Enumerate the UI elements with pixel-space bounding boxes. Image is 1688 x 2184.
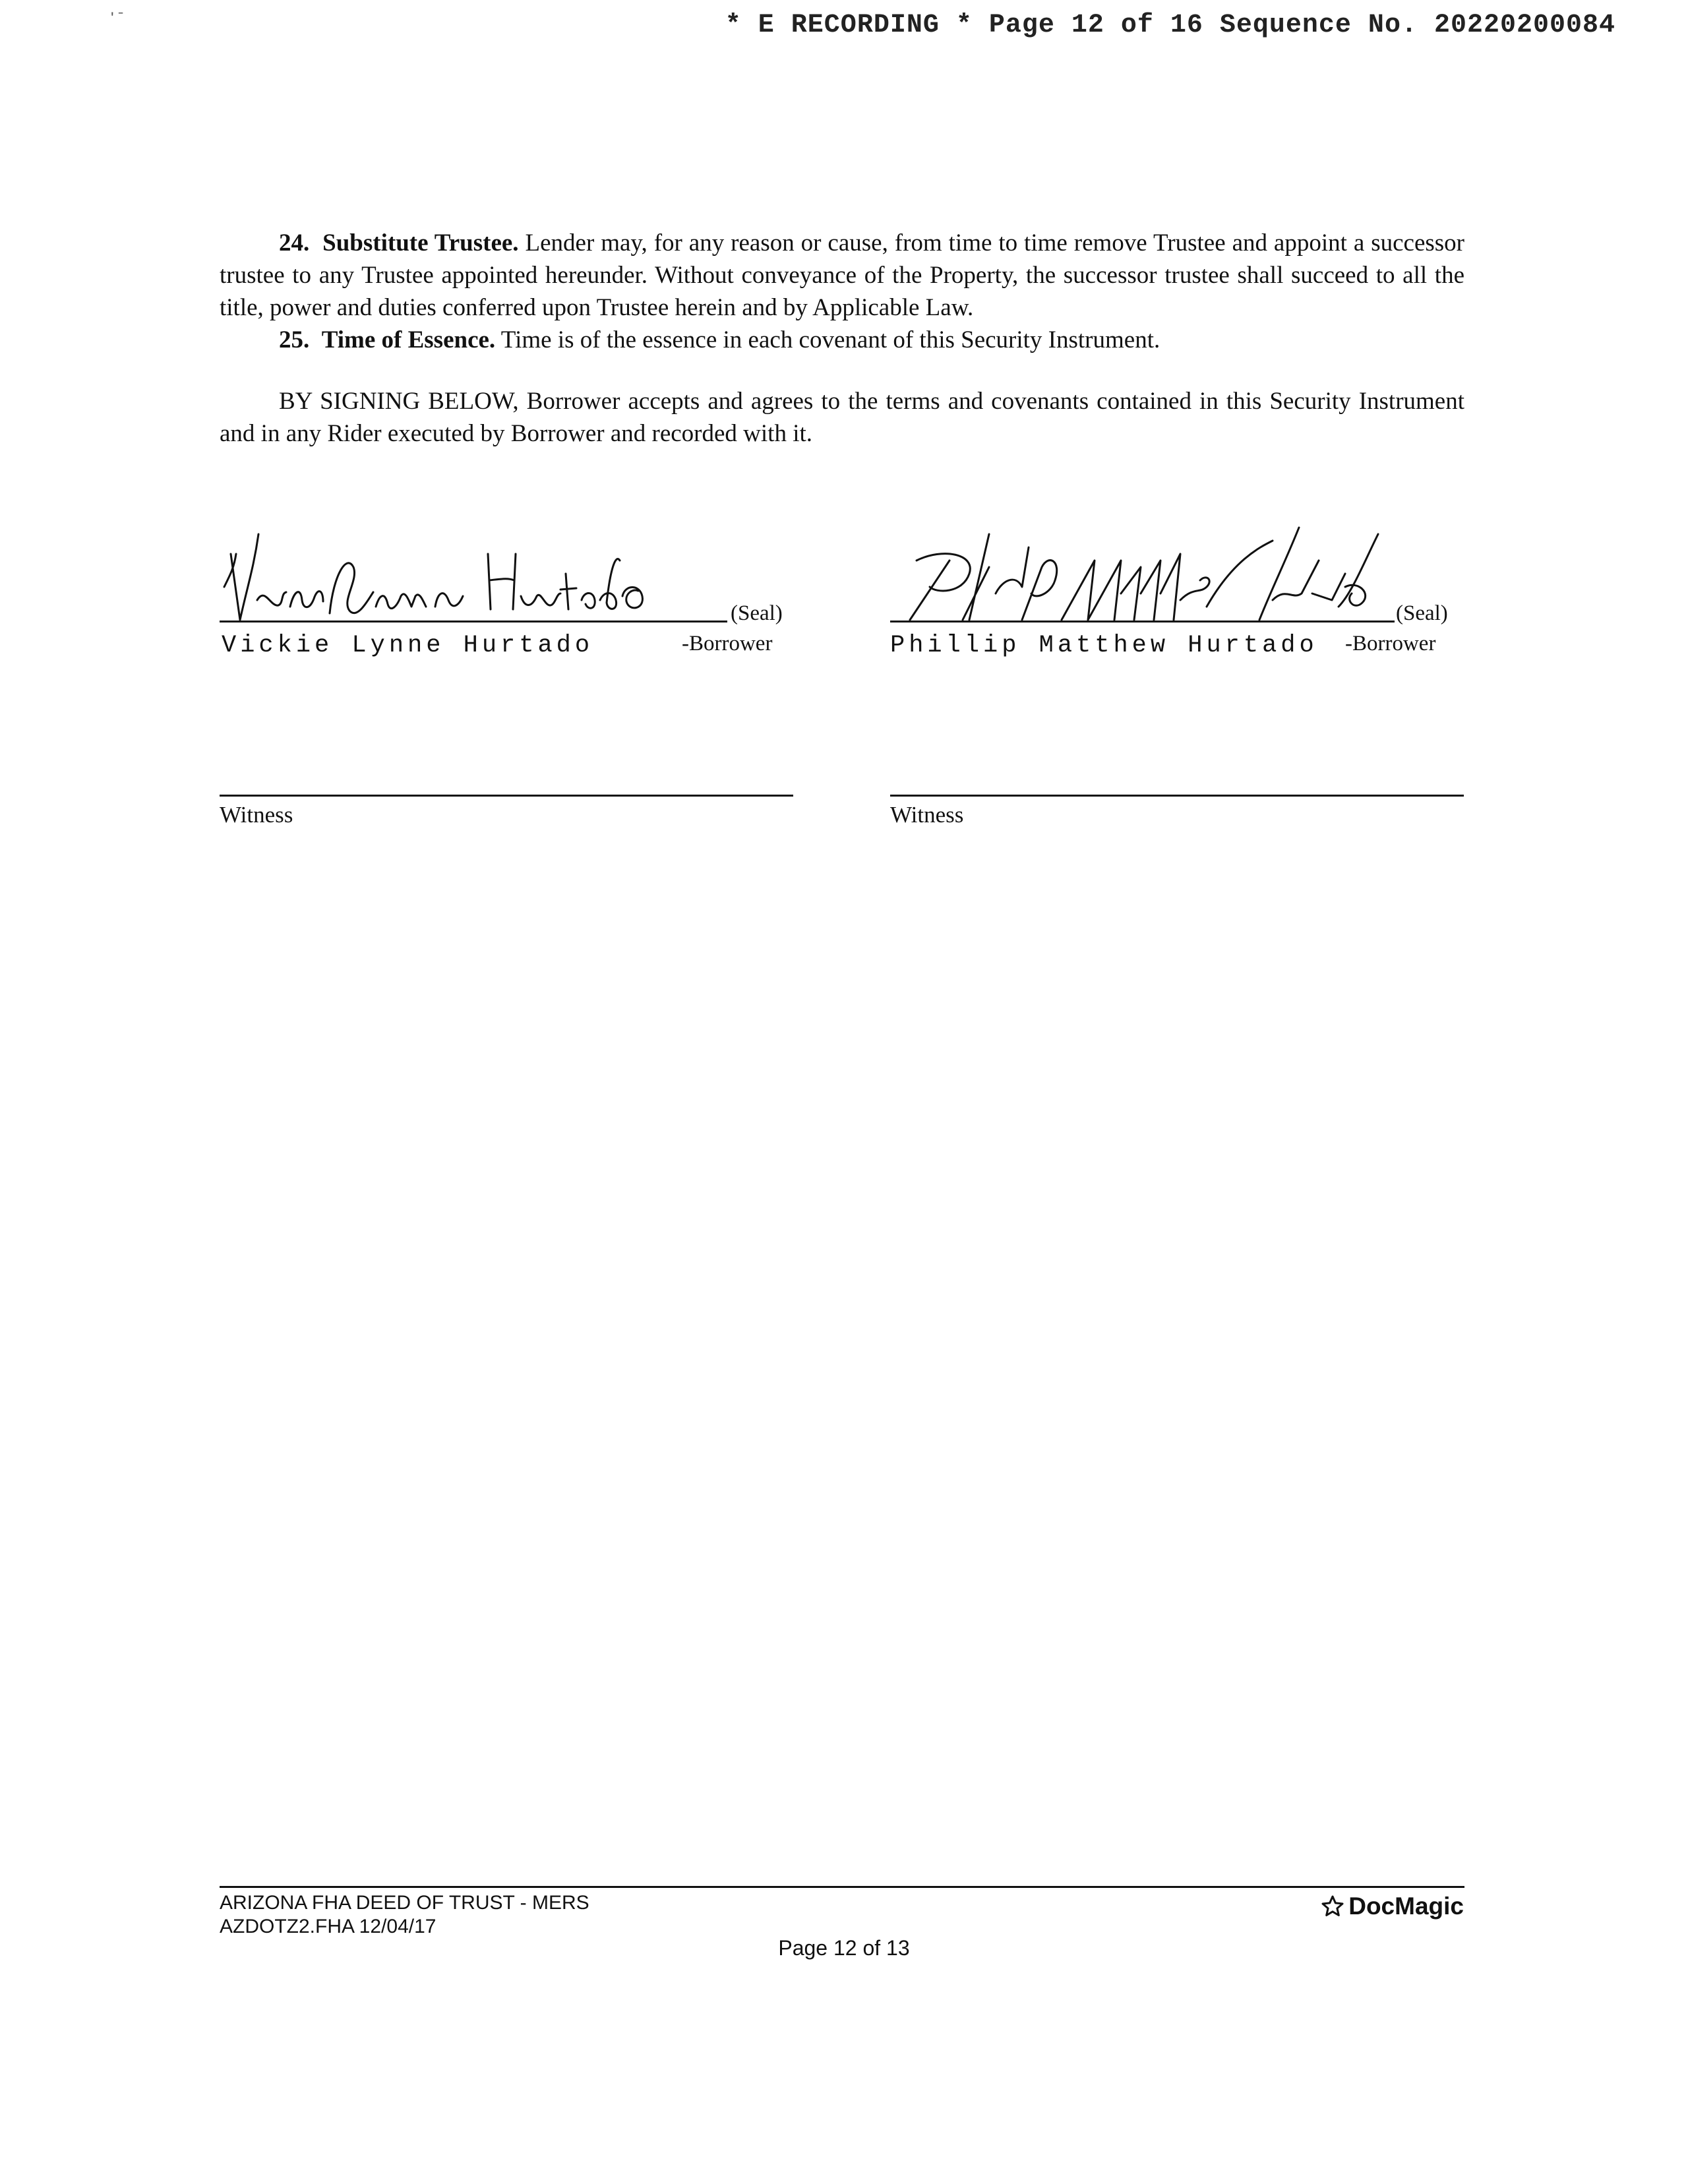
footer-form-info — [220, 1891, 589, 1939]
seal-label: (Seal) — [731, 601, 783, 625]
witness-line — [890, 795, 1464, 797]
recording-stamp: * E RECORDING * Page 12 of 16 Sequence No. 20220200084 — [725, 11, 1615, 40]
scan-corner-mark: ' ˉ — [111, 9, 124, 27]
borrower-name: Vickie Lynne Hurtado — [222, 632, 594, 659]
witness-label: Witness — [220, 802, 293, 828]
seal-label: (Seal) — [1396, 601, 1448, 625]
clause-title: Substitute Trustee. — [322, 229, 519, 257]
signing-statement: BY SIGNING BELOW, Borrower accepts and agrees to the terms and covenants contained in this Security Instrument and in any Rider executed by Borrower and recorded with it. — [220, 388, 1464, 447]
borrower-name: Phillip Matthew Hurtado — [890, 632, 1318, 659]
handwritten-signature-phillip — [890, 521, 1404, 626]
handwritten-signature-vickie — [218, 528, 679, 626]
form-code: AZDOTZ2.FHA 12/04/17 — [220, 1916, 437, 1937]
clause-number: 25. — [279, 326, 310, 353]
document-body — [220, 227, 1464, 450]
docmagic-brand — [1321, 1893, 1464, 1920]
page-number: Page 12 of 13 — [778, 1936, 910, 1960]
borrower-role: -Borrower — [682, 632, 773, 655]
clause-text: Lender may, for any reason or cause, from time to time remove Trustee and appoint a successor trustee to any Trustee appointed hereunder. Without conveyance of the Property, the successor trustee shall succeed to all the title, power and duties conferred upon Trustee herein and by Applicable Law. — [220, 229, 1465, 321]
clause-title: Time of Essence. — [321, 326, 496, 353]
borrower-role: -Borrower — [1345, 632, 1436, 655]
clause-number: 24. — [279, 229, 310, 257]
clause-24 — [220, 227, 1464, 324]
star-outline-icon — [1321, 1895, 1344, 1918]
footer-rule — [220, 1886, 1464, 1888]
form-title: ARIZONA FHA DEED OF TRUST - MERS — [220, 1892, 589, 1914]
clause-25 — [220, 324, 1464, 356]
witness-line — [220, 795, 793, 797]
brand-name: DocMagic — [1348, 1893, 1464, 1920]
signature-line — [890, 621, 1395, 622]
witness-label: Witness — [890, 802, 964, 828]
clause-text: Time is of the essence in each covenant of this Security Instrument. — [500, 326, 1160, 353]
signature-line — [220, 621, 727, 622]
